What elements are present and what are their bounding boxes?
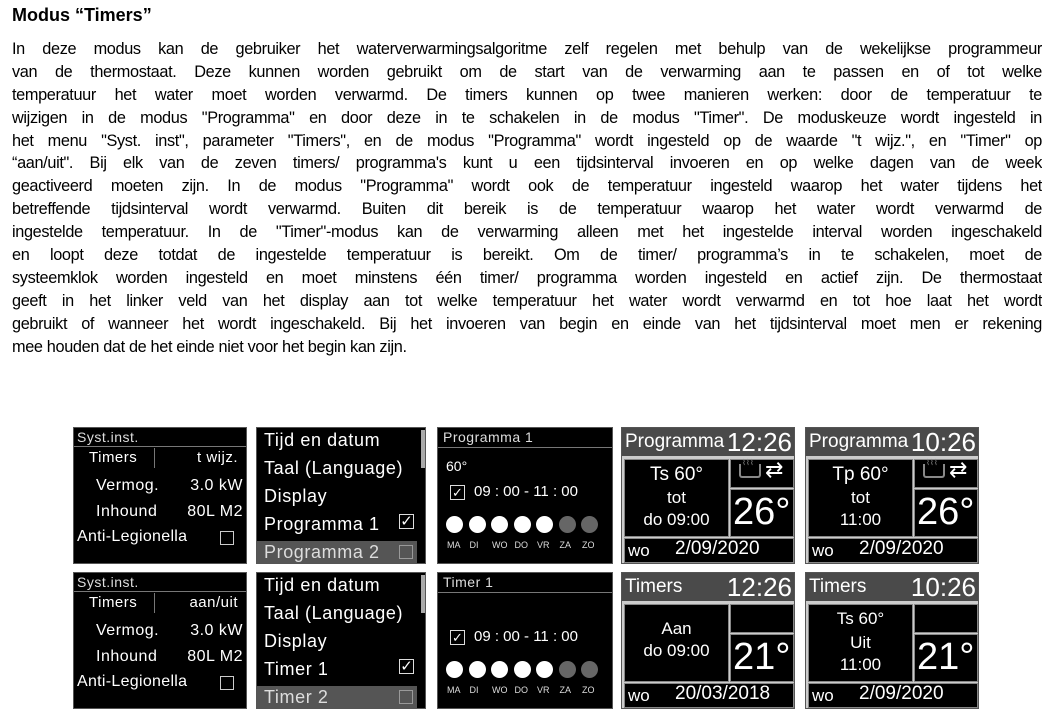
day-label: ZA <box>559 685 572 695</box>
divider <box>74 446 246 447</box>
menu-item: Tijd en datum <box>264 575 381 595</box>
param-label: Timers <box>89 594 138 611</box>
temperature-panel <box>914 489 978 537</box>
day-label: DI <box>469 685 479 695</box>
day-label: WO <box>492 685 508 695</box>
screen-title: Syst.inst. <box>77 574 139 590</box>
swap-arrows-icon: ⇄ <box>765 457 784 482</box>
paragraph-line: en loopt deze totdat de ingestelde temperatuur is bereikt. Om de timer/ programma’s in te schakelen, moet de <box>12 246 1042 265</box>
current-temperature: 26° <box>733 491 791 533</box>
screen-title: Syst.inst. <box>77 429 139 445</box>
day-indicator <box>536 661 553 678</box>
temperature-value: 60° <box>446 458 468 474</box>
day-indicator <box>581 661 598 678</box>
icon-panel <box>730 459 794 488</box>
paragraph-line: ingestelde temperatuur. In de "Timer"-modus kan de verwarming alleen met het ingestelde interval worden ingeschakeld <box>12 223 1042 242</box>
body-paragraph <box>12 38 1042 358</box>
check-icon: ✓ <box>400 513 413 530</box>
temperature-panel <box>914 634 978 682</box>
day-indicator <box>469 516 486 533</box>
day-label: ZO <box>582 540 595 550</box>
divider <box>154 448 155 468</box>
info-line: do 09:00 <box>643 641 710 660</box>
current-temperature: 21° <box>917 636 975 678</box>
divider <box>438 447 612 448</box>
mode-label: Timers <box>625 576 683 597</box>
clock: 10:26 <box>910 572 976 602</box>
date-bar <box>808 683 978 708</box>
anti-legionella-label: Anti-Legionella <box>77 528 188 545</box>
power-label: Vermog. <box>96 477 160 494</box>
info-line: 11:00 <box>839 655 882 674</box>
menu-screen <box>256 572 426 709</box>
volume-value: 80L M2 <box>187 503 243 520</box>
paragraph-line: betreffende tijdsinterval wordt verwarmd. Buiten dit bereik is de temperatuur waarop het water wordt verwarmd de <box>12 200 1042 219</box>
info-line: do 09:00 <box>643 510 710 529</box>
day-indicator <box>446 661 463 678</box>
menu-item: Display <box>264 486 328 506</box>
info-line: Aan <box>661 619 692 638</box>
weekday: wo <box>812 686 834 705</box>
anti-legionella-label: Anti-Legionella <box>77 673 188 690</box>
anti-legionella-checkbox <box>220 676 234 690</box>
clock: 12:26 <box>726 427 792 457</box>
time-interval: 09 : 00 - 11 : 00 <box>474 628 578 645</box>
day-indicator <box>514 516 531 533</box>
paragraph-line: gebruikt of wanneer het wordt ingeschakeld. Bij het invoeren van begin en einde van het tijdsinterval moet men er rekening <box>12 314 1042 333</box>
screen-title: Timer 1 <box>443 574 494 590</box>
info-line: tot <box>667 488 686 507</box>
weekday: wo <box>812 541 834 560</box>
menu-item: Display <box>264 631 328 651</box>
day-indicator <box>469 661 486 678</box>
mode-label: Timers <box>809 576 867 597</box>
day-indicator <box>446 516 463 533</box>
divider <box>154 593 155 613</box>
menu-screen <box>256 427 426 564</box>
volume-value: 80L M2 <box>187 648 243 665</box>
day-indicator <box>581 516 598 533</box>
info-line: 11:00 <box>839 510 882 529</box>
paragraph-line: In deze modus kan de gebruiker het waterverwarmingsalgoritme zelf regelen met behulp van de wekelijkse programmeur <box>12 40 1042 58</box>
display-header <box>806 428 978 456</box>
info-line: Tp 60° <box>832 464 889 485</box>
date: 2/09/2020 <box>859 683 944 704</box>
scrollbar <box>421 430 425 468</box>
day-indicator <box>559 661 576 678</box>
weekday: wo <box>628 686 650 705</box>
time-interval: 09 : 00 - 11 : 00 <box>474 483 578 500</box>
display-header <box>622 573 794 601</box>
thermostat-display <box>805 572 979 709</box>
divider <box>74 591 246 592</box>
date-bar <box>624 683 794 708</box>
info-panel <box>624 604 729 682</box>
paragraph-line: het menu "Syst. inst", parameter "Timers", en de modus "Programma" wordt ingesteld op de waarde "t wijz.", en "Timer" op <box>12 131 1042 150</box>
day-label: MA <box>447 685 461 695</box>
mode-label: Programma <box>625 431 725 452</box>
enabled-checkbox: ✓ <box>450 630 465 645</box>
day-label: VR <box>537 685 550 695</box>
info-panel <box>808 459 913 537</box>
temperature-panel <box>730 634 794 682</box>
day-label: DI <box>469 540 479 550</box>
anti-legionella-checkbox <box>220 531 234 545</box>
date: 2/09/2020 <box>859 538 944 559</box>
day-indicator <box>536 516 553 533</box>
clock: 10:26 <box>910 427 976 457</box>
swap-arrows-icon: ⇄ <box>949 457 968 482</box>
paragraph-line: wijzigen in de modus "Programma" en door deze in te schakelen in de modus "Timer". De moduskeuze wordt ingesteld in <box>12 108 1042 127</box>
current-temperature: 21° <box>733 636 791 678</box>
thermostat-display <box>621 572 795 709</box>
empty-checkbox-icon <box>399 545 413 559</box>
icon-panel <box>914 604 978 633</box>
screen-title: Programma 1 <box>443 429 534 445</box>
date-bar <box>808 538 978 563</box>
power-label: Vermog. <box>96 622 160 639</box>
section-title: Modus “Timers” <box>12 5 152 25</box>
divider <box>438 592 612 593</box>
menu-item: Programma 1 <box>264 514 380 534</box>
volume-label: Inhound <box>96 503 158 520</box>
menu-item: Taal (Language) <box>264 458 404 478</box>
icon-panel <box>730 604 794 633</box>
program-screen <box>437 427 613 564</box>
day-label: VR <box>537 540 550 550</box>
paragraph-line: van de thermostaat. Deze kunnen worden gebruikt om de start van de verwarming aan te passen en of tot welke <box>12 62 1042 81</box>
power-value: 3.0 kW <box>190 622 243 639</box>
day-label: MA <box>447 540 461 550</box>
param-value: aan/uit <box>189 594 238 611</box>
info-panel <box>808 604 913 682</box>
paragraph-line: systeemklok worden ingesteld en moet minstens één timer/ programma worden ingesteld en actief zijn. De thermostaat <box>12 268 1042 287</box>
volume-label: Inhound <box>96 648 158 665</box>
thermostat-display <box>621 427 795 564</box>
menu-item: Taal (Language) <box>264 603 404 623</box>
program-screen <box>437 572 613 709</box>
day-label: WO <box>492 540 508 550</box>
display-header <box>806 573 978 601</box>
day-label: DO <box>514 540 528 550</box>
info-line: Uit <box>850 633 871 652</box>
system-settings-screen <box>73 572 247 709</box>
paragraph-line: mee houden dat de het einde niet voor het begin kan zijn. <box>12 337 407 356</box>
heat-waves-icon: ⌇⌇⌇ <box>742 458 754 467</box>
day-label: ZO <box>582 685 595 695</box>
system-settings-screen <box>73 427 247 564</box>
scrollbar <box>421 575 425 613</box>
day-indicator <box>559 516 576 533</box>
day-label: DO <box>514 685 528 695</box>
display-header <box>622 428 794 456</box>
date-bar <box>624 538 794 563</box>
paragraph-line: “aan/uit". Bij elk van de zeven timers/ programma's kunt u een tijdsinterval invoeren en op welke dagen van de week <box>12 154 1042 173</box>
paragraph-line: geactiveerd moeten zijn. In de modus "Programma" wordt ook de temperatuur ingesteld waarop het water tijdens het <box>12 177 1042 196</box>
current-temperature: 26° <box>917 491 975 533</box>
temperature-panel <box>730 489 794 537</box>
info-line: Ts 60° <box>649 464 703 485</box>
menu-item: Timer 1 <box>264 659 329 679</box>
info-panel <box>624 459 729 537</box>
paragraph-line: temperatuur het water moet worden verwarmd. De timers kunnen op twee manieren werken: door de temperatuur te <box>12 85 1042 104</box>
paragraph-line: geeft in het linker veld van het display aan tot welke temperatuur het water wordt verwarmd en tot hoe laat het wordt <box>12 291 1042 310</box>
info-line: tot <box>851 488 870 507</box>
menu-item: Tijd en datum <box>264 430 381 450</box>
param-value: t wijz. <box>197 449 238 466</box>
menu-item: Timer 2 <box>264 687 329 707</box>
day-indicator <box>491 516 508 533</box>
enabled-checkbox: ✓ <box>450 485 465 500</box>
heat-waves-icon: ⌇⌇⌇ <box>926 458 938 467</box>
day-label: ZA <box>559 540 572 550</box>
icon-panel <box>914 459 978 488</box>
menu-item: Programma 2 <box>264 542 380 562</box>
thermostat-display <box>805 427 979 564</box>
date: 2/09/2020 <box>675 538 760 559</box>
weekday: wo <box>628 541 650 560</box>
info-line: Ts 60° <box>836 609 885 628</box>
mode-label: Programma <box>809 431 909 452</box>
param-label: Timers <box>89 449 138 466</box>
check-icon: ✓ <box>400 658 413 675</box>
empty-checkbox-icon <box>399 690 413 704</box>
clock: 12:26 <box>726 572 792 602</box>
power-value: 3.0 kW <box>190 477 243 494</box>
date: 20/03/2018 <box>675 683 771 704</box>
day-indicator <box>514 661 531 678</box>
day-indicator <box>491 661 508 678</box>
